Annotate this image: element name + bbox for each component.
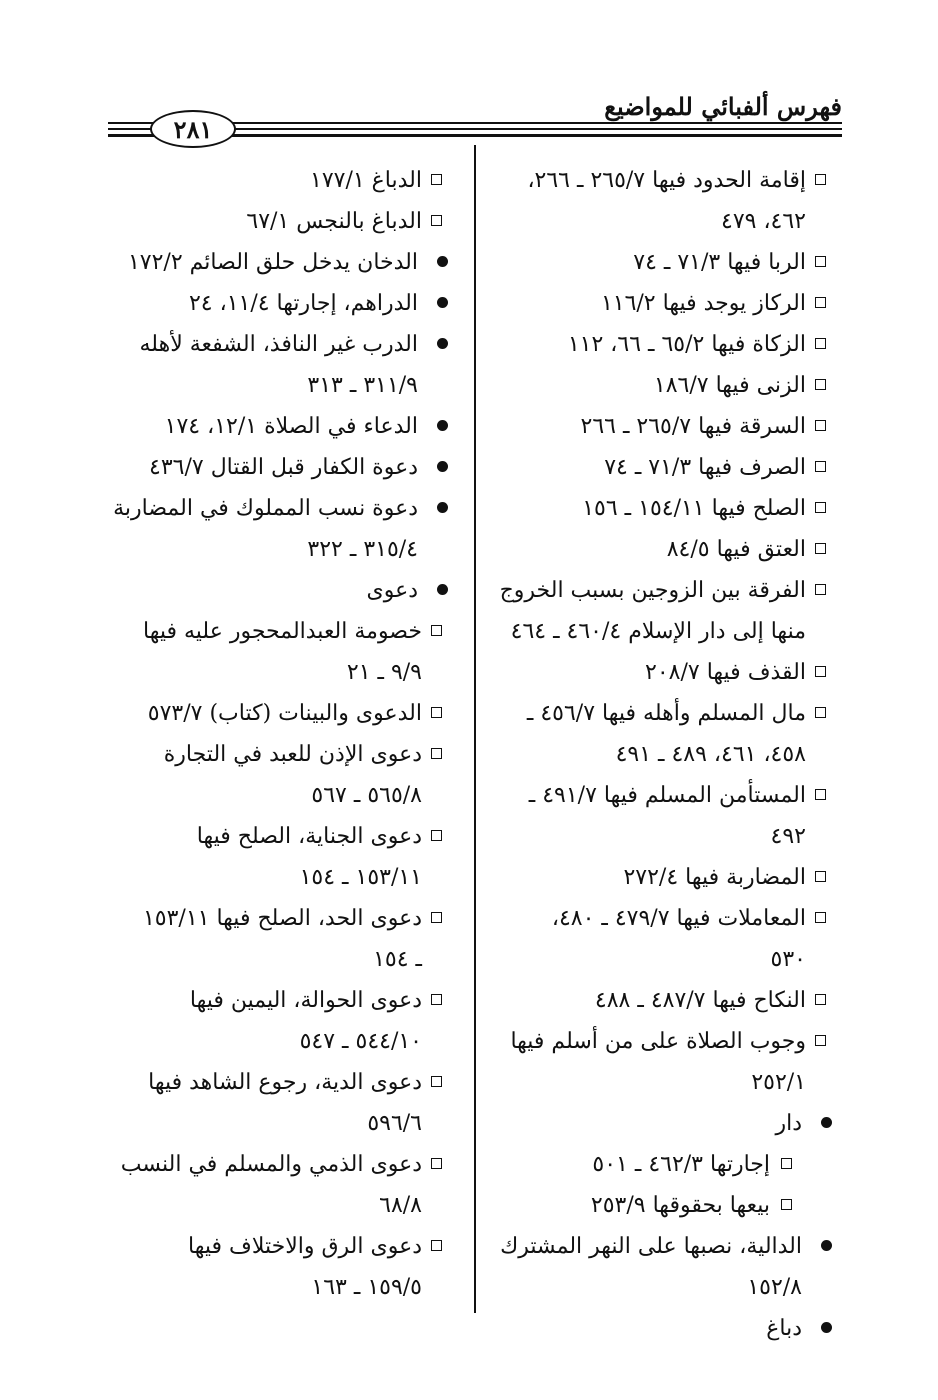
index-entry (108, 447, 448, 488)
left-index-column (108, 160, 448, 1308)
bullet-icon (437, 297, 448, 308)
entry-text: المستأمن المسلم فيها ٤٩١/٧ ـ (528, 783, 806, 808)
index-entry (108, 1062, 448, 1144)
square-bullet-icon (431, 830, 442, 841)
square-bullet-icon (431, 1158, 442, 1169)
index-entry (487, 447, 832, 488)
entry-continuation: ١٥٣/١١ ـ ١٥٤ (299, 865, 422, 890)
index-entry (108, 734, 448, 816)
entry-text: إجارتها ٤٦٢/٣ ـ ٥٠١ (592, 1152, 770, 1177)
index-entry (487, 1144, 832, 1185)
entry-continuation: ٢٥٢/١ (751, 1070, 806, 1095)
square-bullet-icon (815, 502, 826, 513)
square-bullet-icon (781, 1199, 792, 1210)
index-entry (487, 898, 832, 980)
index-entry (487, 652, 832, 693)
page-number-badge (150, 110, 236, 148)
square-bullet-icon (815, 338, 826, 349)
square-bullet-icon (431, 174, 442, 185)
bullet-icon (821, 1117, 832, 1128)
square-bullet-icon (815, 707, 826, 718)
entry-continuation: ٥٦٥/٨ ـ ٥٦٧ (311, 783, 422, 808)
entry-text: العتق فيها ٨٤/٥ (666, 537, 806, 562)
entry-text: دباغ (766, 1316, 802, 1341)
page-number: ٢٨١ (173, 114, 213, 144)
square-bullet-icon (431, 994, 442, 1005)
index-entry (487, 365, 832, 406)
bullet-icon (437, 502, 448, 513)
bullet-icon (821, 1240, 832, 1251)
entry-text: دعوى الذمي والمسلم في النسب (120, 1152, 422, 1177)
index-entry (108, 570, 448, 611)
square-bullet-icon (815, 912, 826, 923)
square-bullet-icon (431, 707, 442, 718)
entry-text: الزنى فيها ١٨٦/٧ (653, 373, 806, 398)
entry-continuation: ٥٣٠ (770, 947, 806, 972)
index-entry (108, 693, 448, 734)
index-entry (487, 1308, 832, 1349)
index-entry (108, 611, 448, 693)
index-entry (487, 857, 832, 898)
square-bullet-icon (815, 666, 826, 677)
square-bullet-icon (431, 215, 442, 226)
entry-text: خصومة العبدالمحجور عليه فيها (143, 619, 422, 644)
index-entry (487, 283, 832, 324)
bullet-icon (437, 584, 448, 595)
entry-text: دعوى الإذن للعبد في التجارة (163, 742, 422, 767)
index-entry (108, 488, 448, 570)
index-entry (108, 898, 448, 980)
entry-text: الدالية، نصبها على النهر المشترك (500, 1234, 802, 1259)
entry-continuation: ١٥٩/٥ ـ ١٦٣ (311, 1275, 422, 1300)
entry-continuation: ٥٤٤/١٠ ـ ٥٤٧ (299, 1029, 422, 1054)
square-bullet-icon (431, 1076, 442, 1087)
entry-text: دعوة نسب المملوك في المضاربة (113, 496, 418, 521)
square-bullet-icon (815, 543, 826, 554)
index-entry (108, 1144, 448, 1226)
square-bullet-icon (815, 789, 826, 800)
entry-text: الدعوى والبينات (كتاب) ٥٧٣/٧ (147, 701, 422, 726)
entry-text: دار (775, 1111, 802, 1136)
entry-text: الربا فيها ٧١/٣ ـ ٧٤ (633, 250, 806, 275)
index-entry (487, 693, 832, 775)
entry-text: إقامة الحدود فيها ٢٦٥/٧ ـ ٢٦٦، (527, 168, 806, 193)
square-bullet-icon (781, 1158, 792, 1169)
running-header-title: فهرس ألفبائي للمواضيع (604, 92, 842, 121)
bullet-icon (437, 256, 448, 267)
index-entry (487, 1185, 832, 1226)
entry-continuation: ٦٨/٨ (379, 1193, 422, 1218)
entry-text: دعوى الدية، رجوع الشاهد فيها (148, 1070, 422, 1095)
entry-continuation: ٥٩٦/٦ (367, 1111, 422, 1136)
index-entry (108, 406, 448, 447)
entry-text: النكاح فيها ٤٨٧/٧ ـ ٤٨٨ (594, 988, 806, 1013)
index-entry (108, 816, 448, 898)
entry-continuation: ٣١١/٩ ـ ٣١٣ (307, 373, 418, 398)
index-entry (487, 488, 832, 529)
index-entry (487, 160, 832, 242)
index-entry (108, 1226, 448, 1308)
entry-text: المضاربة فيها ٢٧٢/٤ (623, 865, 806, 890)
square-bullet-icon (815, 584, 826, 595)
entry-text: الزكاة فيها ٦٥/٢ ـ ٦٦، ١١٢ (567, 332, 806, 357)
entry-text: السرقة فيها ٢٦٥/٧ ـ ٢٦٦ (580, 414, 806, 439)
square-bullet-icon (815, 1035, 826, 1046)
entry-text: الدباغ ١٧٧/١ (310, 168, 422, 193)
entry-continuation: ٤٦٢، ٤٧٩ (721, 209, 806, 234)
entry-text: بيعها بحقوقها ٢٥٣/٩ (590, 1193, 770, 1218)
square-bullet-icon (431, 625, 442, 636)
square-bullet-icon (815, 871, 826, 882)
entry-text: الدراهم، إجارتها ١١/٤، ٢٤ (188, 291, 418, 316)
entry-text: دعوى الحد، الصلح فيها ١٥٣/١١ (142, 906, 422, 931)
entry-text: دعوى الحوالة، اليمين فيها (189, 988, 422, 1013)
index-entry (108, 980, 448, 1062)
bullet-icon (437, 420, 448, 431)
entry-continuation: ٤٥٨، ٤٦١، ٤٨٩ ـ ٤٩١ (615, 742, 806, 767)
entry-text: الدخان يدخل حلق الصائم ١٧٢/٢ (127, 250, 418, 275)
index-entry (108, 242, 448, 283)
square-bullet-icon (431, 1240, 442, 1251)
index-entry (487, 980, 832, 1021)
square-bullet-icon (815, 461, 826, 472)
entry-text: دعوى الجناية، الصلح فيها (196, 824, 422, 849)
square-bullet-icon (815, 379, 826, 390)
entry-text: الركاز يوجد فيها ١١٦/٢ (600, 291, 806, 316)
right-index-column (487, 160, 832, 1349)
entry-text: الصرف فيها ٧١/٣ ـ ٧٤ (604, 455, 806, 480)
bullet-icon (821, 1322, 832, 1333)
entry-text: دعوى (366, 578, 418, 603)
bullet-icon (437, 338, 448, 349)
index-entry (487, 406, 832, 447)
index-entry (487, 570, 832, 652)
entry-text: دعوة الكفار قبل القتال ٤٣٦/٧ (149, 455, 418, 480)
entry-text: وجوب الصلاة على من أسلم فيها (510, 1029, 806, 1054)
index-entry (487, 324, 832, 365)
index-entry (487, 1226, 832, 1308)
entry-text: الدباغ بالنجس ٦٧/١ (246, 209, 422, 234)
index-entry (108, 160, 448, 201)
index-entry (487, 1103, 832, 1144)
column-divider (474, 145, 476, 1313)
square-bullet-icon (815, 174, 826, 185)
entry-text: الصلح فيها ١٥٤/١١ ـ ١٥٦ (582, 496, 806, 521)
entry-text: الدعاء في الصلاة ١٢/١، ١٧٤ (164, 414, 418, 439)
index-entry (108, 324, 448, 406)
entry-continuation: منها إلى دار الإسلام ٤٦٠/٤ ـ ٤٦٤ (510, 619, 806, 644)
index-entry (108, 283, 448, 324)
entry-continuation: ٤٩٢ (770, 824, 806, 849)
index-entry (108, 201, 448, 242)
square-bullet-icon (815, 256, 826, 267)
entry-text: مال المسلم وأهله فيها ٤٥٦/٧ ـ (526, 701, 806, 726)
index-entry (487, 1021, 832, 1103)
entry-continuation: ـ ١٥٤ (373, 947, 422, 972)
square-bullet-icon (431, 748, 442, 759)
index-entry (487, 529, 832, 570)
bullet-icon (437, 461, 448, 472)
entry-text: الفرقة بين الزوجين بسبب الخروج (499, 578, 806, 603)
index-entry (487, 775, 832, 857)
entry-text: الدرب غير النافذ، الشفعة لأهله (139, 332, 418, 357)
square-bullet-icon (815, 297, 826, 308)
index-entry (487, 242, 832, 283)
square-bullet-icon (815, 420, 826, 431)
entry-text: المعاملات فيها ٤٧٩/٧ ـ ٤٨٠، (551, 906, 806, 931)
square-bullet-icon (815, 994, 826, 1005)
entry-text: القذف فيها ٢٠٨/٧ (645, 660, 806, 685)
entry-continuation: ٣١٥/٤ ـ ٣٢٢ (307, 537, 418, 562)
entry-continuation: ١٥٢/٨ (747, 1275, 802, 1300)
entry-continuation: ٩/٩ ـ ٢١ (346, 660, 422, 685)
entry-text: دعوى الرق والاختلاف فيها (188, 1234, 422, 1259)
square-bullet-icon (431, 912, 442, 923)
